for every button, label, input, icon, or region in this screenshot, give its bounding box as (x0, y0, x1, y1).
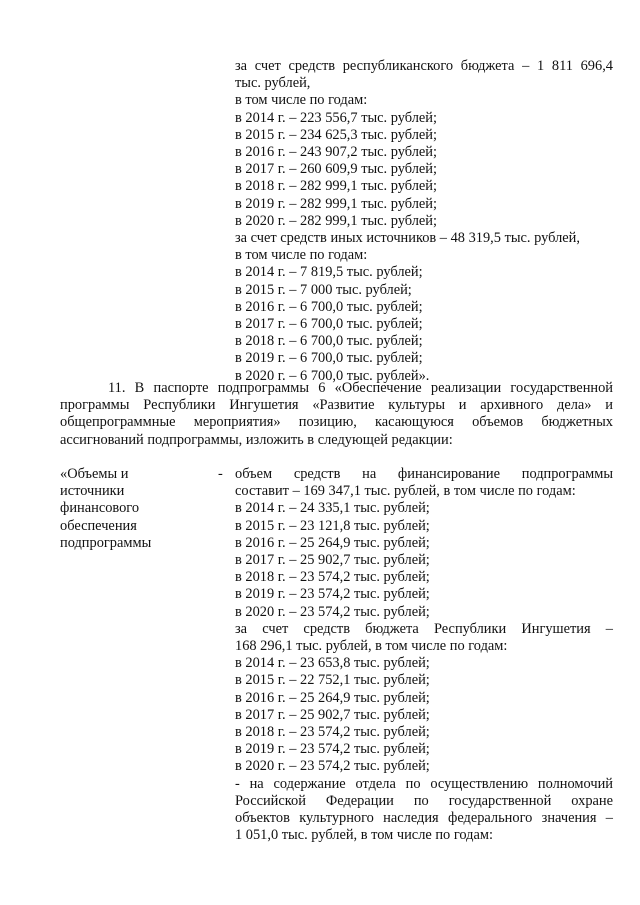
text-line: подпрограммы (60, 534, 152, 551)
passport-field-value (235, 466, 613, 844)
funding-continuation-block (235, 58, 613, 385)
text-line: в 2015 г. – 22 752,1 тыс. рублей; (235, 672, 430, 689)
text-line: в 2016 г. – 6 700,0 тыс. рублей; (235, 298, 423, 315)
text-line: источники (60, 483, 125, 500)
text-line: в 2016 г. – 25 264,9 тыс. рублей; (235, 689, 430, 706)
text-line: за счет средств иных источников – 48 319,5 тыс. рублей, (235, 230, 580, 247)
text-line: в 2016 г. – 25 264,9 тыс. рублей; (235, 534, 430, 551)
text-line: общепрограммные мероприятия» позицию, касающуюся объемов бюджетных (60, 414, 613, 431)
text-line: в 2014 г. – 23 653,8 тыс. рублей; (235, 655, 430, 672)
text-line: составит – 169 347,1 тыс. рублей, в том числе по годам: (235, 483, 576, 500)
text-line: в 2019 г. – 23 574,2 тыс. рублей; (235, 741, 430, 758)
text-line: 168 296,1 тыс. рублей, в том числе по годам: (235, 638, 508, 655)
text-line: в 2017 г. – 25 902,7 тыс. рублей; (235, 552, 430, 569)
text-line: в 2014 г. – 223 556,7 тыс. рублей; (235, 109, 437, 126)
text-line: за счет средств республиканского бюджета – 1 811 696,4 (235, 58, 613, 74)
text-line: в 2018 г. – 282 999,1 тыс. рублей; (235, 178, 437, 195)
text-line: Российской Федерации по государственной охране (235, 792, 613, 809)
text-line: 11. В паспорте подпрограммы 6 «Обеспечение реализации государственной (108, 380, 613, 396)
text-line: в том числе по годам: (235, 92, 368, 109)
text-line: в 2017 г. – 6 700,0 тыс. рублей; (235, 316, 423, 333)
text-line: тыс. рублей, (235, 75, 311, 92)
text-line: финансового (60, 500, 140, 517)
text-line: обеспечения (60, 517, 137, 534)
text-line: в 2017 г. – 25 902,7 тыс. рублей; (235, 706, 430, 723)
text-line: 1 051,0 тыс. рублей, в том числе по годам: (235, 827, 493, 844)
text-line: в 2019 г. – 6 700,0 тыс. рублей; (235, 350, 423, 367)
text-line: объем средств на финансирование подпрограммы (235, 466, 613, 482)
field-separator-dash: - (218, 466, 223, 482)
text-line: в 2014 г. – 24 335,1 тыс. рублей; (235, 500, 430, 517)
text-line: в 2015 г. – 23 121,8 тыс. рублей; (235, 517, 430, 534)
text-line: в 2020 г. – 6 700,0 тыс. рублей». (235, 367, 430, 384)
text-line: «Объемы и (60, 466, 129, 482)
text-line: в 2020 г. – 23 574,2 тыс. рублей; (235, 758, 430, 775)
text-line: в том числе по годам: (235, 247, 368, 264)
text-line: в 2018 г. – 6 700,0 тыс. рублей; (235, 333, 423, 350)
text-line: в 2015 г. – 234 625,3 тыс. рублей; (235, 126, 437, 143)
text-line: в 2018 г. – 23 574,2 тыс. рублей; (235, 724, 430, 741)
text-line: за счет средств бюджета Республики Ингушетия – (235, 620, 613, 637)
passport-field-label (60, 466, 225, 552)
text-line: в 2018 г. – 23 574,2 тыс. рублей; (235, 569, 430, 586)
text-line: в 2017 г. – 260 609,9 тыс. рублей; (235, 161, 437, 178)
text-line: программы Республики Ингушетия «Развитие культуры и архивного дела» и (60, 397, 613, 414)
text-line: в 2020 г. – 282 999,1 тыс. рублей; (235, 212, 437, 229)
text-line: в 2019 г. – 282 999,1 тыс. рублей; (235, 195, 437, 212)
text-line: в 2014 г. – 7 819,5 тыс. рублей; (235, 264, 423, 281)
paragraph-11 (60, 380, 613, 449)
text-line: объектов культурного наследия федерального значения – (235, 810, 613, 827)
text-line: в 2015 г. – 7 000 тыс. рублей; (235, 281, 412, 298)
text-line: в 2019 г. – 23 574,2 тыс. рублей; (235, 586, 430, 603)
text-line: - на содержание отдела по осуществлению полномочий (235, 775, 613, 792)
text-line: в 2020 г. – 23 574,2 тыс. рублей; (235, 603, 430, 620)
text-line: в 2016 г. – 243 907,2 тыс. рублей; (235, 144, 437, 161)
text-line: ассигнований подпрограммы, изложить в следующей редакции: (60, 431, 453, 448)
